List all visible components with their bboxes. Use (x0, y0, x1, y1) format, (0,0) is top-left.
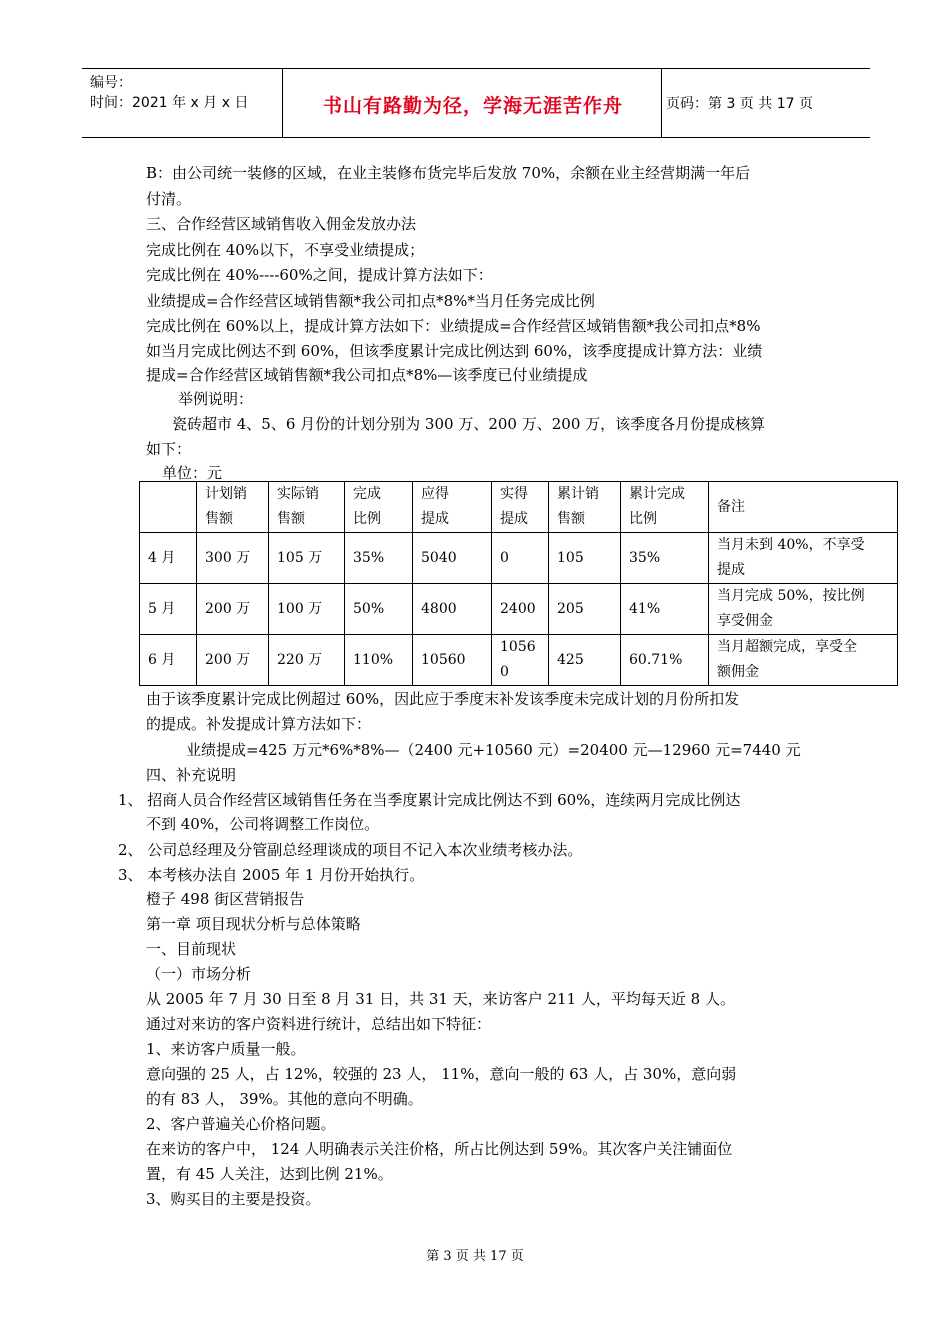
header-motto: 书山有路勤为径，学海无涯苦作舟 (322, 95, 623, 117)
cell-cum-sales: 425 (549, 635, 621, 686)
example-heading: 举例说明： (178, 390, 254, 408)
body-line: 如当月完成比例达不到 60%，但该季度累计完成比例达到 60%，该季度提成计算方法：业绩 (146, 342, 763, 360)
cell-paid: 2400 (492, 584, 549, 635)
formula-line: 业绩提成=合作经营区域销售额*我公司扣点*8%*当月任务完成比例 (146, 292, 595, 310)
header-cell: 完成 比例 (345, 482, 413, 533)
table-row (140, 635, 898, 686)
body-line: 提成=合作经营区域销售额*我公司扣点*8%—该季度已付业绩提成 (146, 366, 588, 384)
body-line: 置，有 45 人关注，达到比例 21%。 (146, 1165, 393, 1183)
cell-month: 4 月 (140, 533, 197, 584)
cell-ratio: 110% (345, 635, 413, 686)
cell-ratio: 35% (345, 533, 413, 584)
header-meta (90, 73, 248, 113)
cell-month: 6 月 (140, 635, 197, 686)
header-cell: 计划销 售额 (197, 482, 269, 533)
numbered-point: 3、购买目的主要是投资。 (146, 1190, 321, 1208)
cell-cum-ratio: 60.71% (621, 635, 709, 686)
cell-note: 当月未到 40%，不享受 提成 (709, 533, 898, 584)
section-heading: 三、合作经营区域销售收入佣金发放办法 (146, 215, 417, 233)
cell-note: 当月超额完成，享受全 额佣金 (709, 635, 898, 686)
cell-cum-sales: 205 (549, 584, 621, 635)
body-line: 的有 83 人， 39%。其他的意向不明确。 (146, 1090, 423, 1108)
report-title: 橙子 498 街区营销报告 (146, 890, 305, 908)
section-heading: 四、补充说明 (146, 766, 237, 784)
formula-line: 业绩提成=425 万元*6%*8%—（2400 元+10560 元）=20400 元—12960 元=7440 元 (186, 741, 801, 759)
table-row (140, 533, 898, 584)
cell-paid: 1056 0 (492, 635, 549, 686)
cell-actual: 100 万 (269, 584, 345, 635)
list-item: 1、 招商人员合作经营区域销售任务在当季度累计完成比例达不到 60%，连续两月完成比例达 (118, 791, 741, 809)
cell-cum-ratio: 35% (621, 533, 709, 584)
body-line: 由于该季度累计完成比例超过 60%，因此应于季度末补发该季度未完成计划的月份所扣发 (146, 690, 740, 708)
header-cell: 累计销 售额 (549, 482, 621, 533)
header-cell: 累计完成 比例 (621, 482, 709, 533)
header-cell: 应得 提成 (413, 482, 492, 533)
table-header-row (140, 482, 898, 533)
header-cell: 实际销 售额 (269, 482, 345, 533)
header-cell: 备注 (709, 482, 898, 533)
cell-paid: 0 (492, 533, 549, 584)
body-line: 通过对来访的客户资料进行统计，总结出如下特征： (146, 1015, 492, 1033)
numbered-point: 2、客户普遍关心价格问题。 (146, 1115, 336, 1133)
doc-time-label: 时间：2021 年 x 月 x 日 (90, 95, 249, 111)
cell-due: 4800 (413, 584, 492, 635)
doc-number-label: 编号： (90, 75, 132, 91)
section-heading: 一、目前现状 (146, 940, 237, 958)
cell-note: 当月完成 50%，按比例 享受佣金 (709, 584, 898, 635)
header-page-number: 页码：第 3 页 共 17 页 (666, 96, 813, 112)
cell-actual: 105 万 (269, 533, 345, 584)
header-cell: 实得 提成 (492, 482, 549, 533)
cell-plan: 200 万 (197, 584, 269, 635)
cell-actual: 220 万 (269, 635, 345, 686)
body-line: 完成比例在 60%以上，提成计算方法如下：业绩提成=合作经营区域销售额*我公司扣点*8% (146, 317, 761, 335)
body-line: 付清。 (146, 190, 192, 208)
body-line: 在来访的客户中， 124 人明确表示关注价格，所占比例达到 59%。其次客户关注铺面位 (146, 1140, 733, 1158)
header-cell (140, 482, 197, 533)
numbered-point: 1、来访客户质量一般。 (146, 1040, 306, 1058)
cell-cum-ratio: 41% (621, 584, 709, 635)
list-item-continued: 不到 40%，公司将调整工作岗位。 (146, 815, 380, 833)
body-line: 瓷砖超市 4、5、6 月份的计划分别为 300 万、200 万、200 万，该季度各月份提成核算 (172, 415, 766, 433)
cell-due: 10560 (413, 635, 492, 686)
body-line: 如下： (146, 440, 192, 458)
commission-table (139, 481, 898, 686)
cell-due: 5040 (413, 533, 492, 584)
cell-month: 5 月 (140, 584, 197, 635)
list-item: 2、 公司总经理及分管副总经理谈成的项目不记入本次业绩考核办法。 (118, 841, 583, 859)
body-line: 完成比例在 40%----60%之间，提成计算方法如下： (146, 266, 493, 284)
body-line: 意向强的 25 人，占 12%，较强的 23 人， 11%，意向一般的 63 人，占 30%，意向弱 (146, 1065, 737, 1083)
page-footer: 第 3 页 共 17 页 (426, 1249, 524, 1264)
cell-cum-sales: 105 (549, 533, 621, 584)
body-line: B：由公司统一装修的区域，在业主装修布货完毕后发放 70%，余额在业主经营期满一年后 (146, 164, 751, 182)
cell-ratio: 50% (345, 584, 413, 635)
table-row (140, 584, 898, 635)
subsection-heading: （一）市场分析 (146, 965, 252, 983)
body-line: 从 2005 年 7 月 30 日至 8 月 31 日，共 31 天，来访客户 211 人，平均每天近 8 人。 (146, 990, 735, 1008)
list-item: 3、 本考核办法自 2005 年 1 月份开始执行。 (118, 866, 425, 884)
page-header (82, 68, 870, 138)
body-line: 完成比例在 40%以下，不享受业绩提成； (146, 241, 425, 259)
cell-plan: 300 万 (197, 533, 269, 584)
unit-label: 单位：元 (162, 464, 223, 482)
header-divider (282, 69, 283, 137)
cell-plan: 200 万 (197, 635, 269, 686)
body-line: 的提成。补发提成计算方法如下： (146, 715, 372, 733)
chapter-heading: 第一章 项目现状分析与总体策略 (146, 915, 361, 933)
